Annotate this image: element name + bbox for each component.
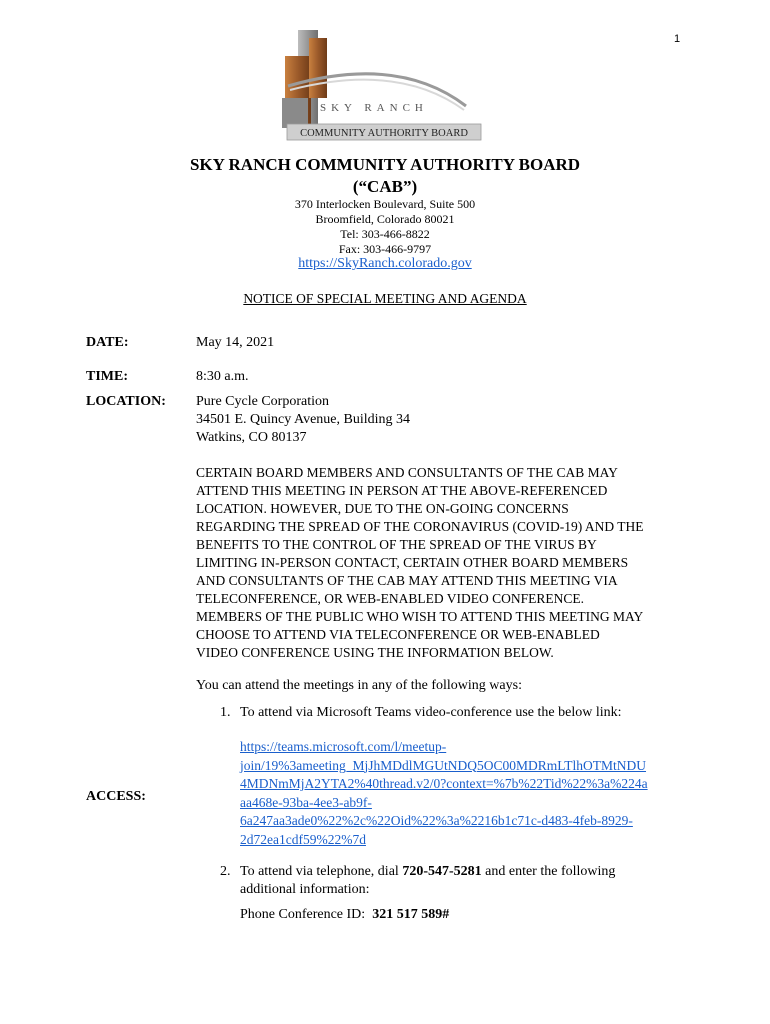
teams-link-line[interactable]: https://teams.microsoft.com/l/meetup- <box>240 739 447 754</box>
covid-notice-line: CHOOSE TO ATTEND VIA TELECONFERENCE OR WEB-ENABLED <box>196 627 600 642</box>
conference-id-label: Phone Conference ID: <box>240 907 373 922</box>
website-link[interactable]: https://SkyRanch.colorado.gov <box>298 256 472 271</box>
conference-id-value: 321 517 589# <box>372 907 450 922</box>
location-line-1: Pure Cycle Corporation <box>196 394 329 409</box>
covid-notice-line: LOCATION. HOWEVER, DUE TO THE ON-GOING CONCERNS <box>196 501 569 516</box>
dial-in-number: 720-547-5281 <box>402 864 482 879</box>
svg-text:SKY RANCH: SKY RANCH <box>320 102 428 114</box>
telephone-instruction-line-2: additional information: <box>240 882 370 897</box>
covid-notice <box>196 464 716 662</box>
list-number-2: 2. <box>220 864 231 879</box>
teams-instruction: To attend via Microsoft Teams video-conference use the below link: <box>240 705 622 720</box>
covid-notice-line: LIMITING IN-PERSON CONTACT, CERTAIN OTHER BOARD MEMBERS <box>196 555 629 570</box>
page-number: 1 <box>674 33 681 45</box>
notice-title: NOTICE OF SPECIAL MEETING AND AGENDA <box>243 291 527 306</box>
access-intro: You can attend the meetings in any of the following ways: <box>196 678 522 693</box>
date-label: DATE: <box>86 335 129 350</box>
phone-conference-row <box>240 907 449 923</box>
access-label: ACCESS: <box>86 789 146 804</box>
covid-notice-line: REGARDING THE SPREAD OF THE CORONAVIRUS (COVID-19) AND THE <box>196 519 644 534</box>
teams-link-line[interactable]: join/19%3ameeting_MjJhMDdlMGUtNDQ5OC00MDRmLTlhOTMtNDU <box>240 757 647 773</box>
teams-link-line[interactable]: aa468e-93ba-4ee3-ab9f- <box>240 794 372 810</box>
teams-link-line[interactable]: 4MDNmMjA2YTA2%40thread.v2/0?context=%7b%22Tid%22%3a%224a <box>240 776 648 791</box>
sky-ranch-logo <box>278 24 484 144</box>
telephone: Tel: 303-466-8822 <box>340 227 430 241</box>
covid-notice-line: BENEFITS TO THE CONTROL OF THE SPREAD OF THE VIRUS BY <box>196 537 597 552</box>
location-line-3: Watkins, CO 80137 <box>196 430 307 445</box>
fax: Fax: 303-466-9797 <box>338 242 432 256</box>
telephone-instruction-text-end: and enter the following <box>481 864 616 879</box>
location-line-2: 34501 E. Quincy Avenue, Building 34 <box>196 412 410 427</box>
location-label: LOCATION: <box>86 394 166 409</box>
covid-notice-line: VIDEO CONFERENCE USING THE INFORMATION BELOW. <box>196 645 554 660</box>
covid-notice-line: AND CONSULTANTS OF THE CAB MAY ATTEND THIS MEETING VIA <box>196 573 618 588</box>
list-number-1: 1. <box>220 705 231 720</box>
website-row <box>0 256 770 272</box>
board-title: SKY RANCH COMMUNITY AUTHORITY BOARD <box>189 155 581 174</box>
time-value: 8:30 a.m. <box>196 369 249 384</box>
address-line-1: 370 Interlocken Boulevard, Suite 500 <box>294 197 476 211</box>
covid-notice-line: ATTEND THIS MEETING IN PERSON AT THE ABOVE-REFERENCED <box>196 483 608 498</box>
teams-link-line[interactable]: 2d72ea1cdf59%22%7d <box>240 831 366 847</box>
time-label: TIME: <box>86 369 128 384</box>
address-line-2: Broomfield, Colorado 80021 <box>315 212 455 226</box>
covid-notice-line: MEMBERS OF THE PUBLIC WHO WISH TO ATTEND THIS MEETING MAY <box>196 609 644 624</box>
telephone-instruction <box>240 863 615 881</box>
teams-meeting-link[interactable] <box>240 738 648 849</box>
covid-notice-line: TELECONFERENCE, OR WEB-ENABLED VIDEO CONFERENCE. <box>196 591 584 606</box>
date-value: May 14, 2021 <box>196 335 275 350</box>
svg-text:COMMUNITY AUTHORITY BOARD: COMMUNITY AUTHORITY BOARD <box>300 128 468 139</box>
telephone-instruction-text: To attend via telephone, dial <box>240 864 403 879</box>
covid-notice-line: CERTAIN BOARD MEMBERS AND CONSULTANTS OF THE CAB MAY <box>196 465 618 480</box>
teams-link-line[interactable]: 6a247aa3ade0%22%2c%22Oid%22%3a%2216b1c71c-d483-4feb-8929- <box>240 813 633 828</box>
board-abbreviation: (“CAB”) <box>352 177 418 196</box>
